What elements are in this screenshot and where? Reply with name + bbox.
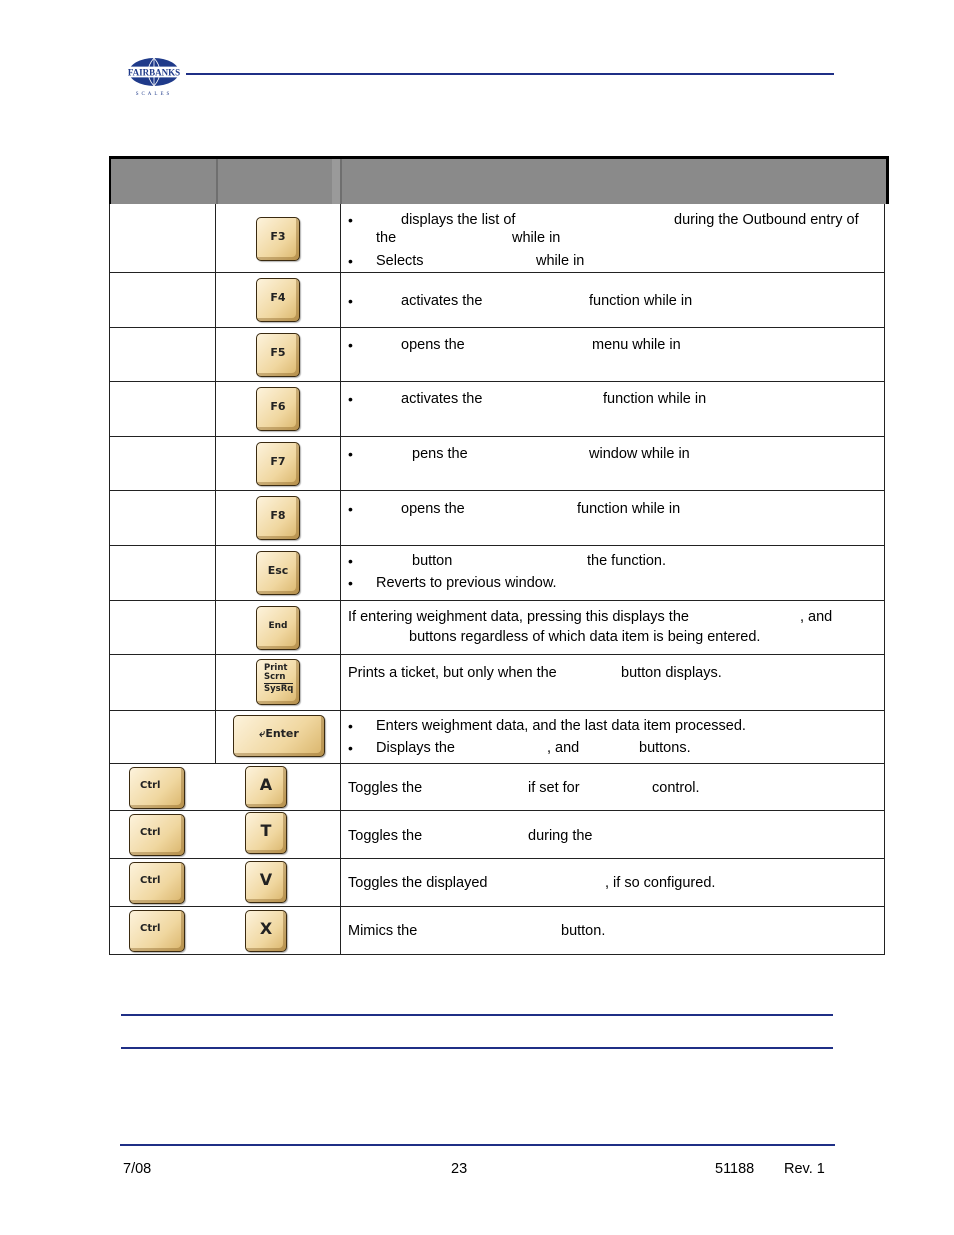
table-row — [109, 811, 885, 859]
desc-text: during the — [528, 828, 593, 844]
desc-text: displays the list of — [401, 212, 516, 228]
desc-text: Toggles the — [348, 780, 423, 796]
bullet: • — [348, 391, 353, 407]
table-row — [109, 491, 885, 546]
v-key-icon: V — [245, 861, 287, 903]
bullet: • — [348, 501, 353, 517]
description-cell — [341, 382, 885, 436]
footer-rule — [120, 1144, 835, 1146]
bullet: • — [348, 740, 353, 756]
table-row — [109, 859, 885, 907]
desc-text: Reverts to previous window. — [376, 575, 557, 591]
description-cell — [341, 859, 885, 906]
bullet: • — [348, 553, 353, 569]
bullet: • — [348, 575, 353, 591]
desc-text: Displays the — [376, 740, 455, 756]
section-rule — [121, 1014, 833, 1016]
f4-key-icon: F4 — [256, 278, 300, 322]
footer-revision: Rev. 1 — [784, 1161, 825, 1177]
fairbanks-logo — [124, 55, 184, 97]
ctrl-key-icon: Ctrl — [129, 767, 185, 809]
a-key-icon: A — [245, 766, 287, 808]
table-header — [109, 156, 889, 204]
key-cell — [216, 437, 341, 490]
key-combo-cell — [109, 859, 341, 906]
key-cell — [216, 382, 341, 436]
desc-text: control. — [652, 780, 700, 796]
name-cell — [109, 711, 216, 763]
section-rule — [121, 1047, 833, 1049]
desc-text: Selects — [376, 253, 424, 269]
desc-text: Toggles the displayed — [348, 875, 488, 891]
desc-text: Enters weighment data, and the last data item processed. — [376, 718, 746, 734]
svg-text:SCALES: SCALES — [135, 92, 173, 97]
description-cell — [341, 711, 885, 763]
description-cell — [341, 204, 885, 272]
description-cell — [341, 764, 885, 810]
description-cell — [341, 437, 885, 490]
table-row — [109, 546, 885, 601]
f8-key-icon: F8 — [256, 496, 300, 540]
ctrl-key-icon: Ctrl — [129, 814, 185, 856]
desc-text: while in — [512, 230, 561, 246]
description-cell — [341, 491, 885, 545]
key-combo-cell — [109, 811, 341, 858]
table-row — [109, 907, 885, 955]
description-cell — [341, 601, 885, 654]
name-cell — [109, 601, 216, 654]
name-cell — [109, 328, 216, 381]
bullet: • — [348, 293, 353, 309]
f6-key-icon: F6 — [256, 387, 300, 431]
key-cell — [216, 655, 341, 710]
f7-key-icon: F7 — [256, 442, 300, 486]
name-cell — [109, 546, 216, 600]
desc-text: the function. — [587, 553, 666, 569]
table-row — [109, 273, 885, 328]
header-rule — [186, 73, 834, 75]
desc-text: opens the — [401, 337, 465, 353]
print-screen-key-icon: Print Scrn SysRq — [256, 659, 300, 705]
desc-text: , and — [800, 609, 833, 625]
key-combo-cell — [109, 764, 341, 810]
desc-text: opens the — [401, 501, 465, 517]
footer-date: 7/08 — [123, 1161, 152, 1177]
header-divider — [216, 159, 218, 204]
desc-text: buttons. — [639, 740, 691, 756]
table-row — [109, 711, 885, 764]
desc-text: , if so configured. — [605, 875, 716, 891]
desc-text: window while in — [589, 446, 690, 462]
f3-key-icon: F3 — [256, 217, 300, 261]
footer-page-number: 23 — [451, 1161, 468, 1177]
key-cell — [216, 328, 341, 381]
name-cell — [109, 382, 216, 436]
bullet: • — [348, 337, 353, 353]
key-cell — [216, 491, 341, 545]
name-cell — [109, 437, 216, 490]
desc-text: Prints a ticket, but only when the — [348, 665, 557, 681]
table-row — [109, 328, 885, 382]
desc-text: Mimics the — [348, 923, 418, 939]
header-divider — [340, 159, 342, 204]
name-cell — [109, 273, 216, 327]
desc-text: Toggles the — [348, 828, 423, 844]
ctrl-key-icon: Ctrl — [129, 910, 185, 952]
key-cell — [216, 546, 341, 600]
table-row — [109, 601, 885, 655]
desc-text: activates the — [401, 293, 483, 309]
bullet: • — [348, 446, 353, 462]
description-cell — [341, 655, 885, 710]
desc-text: buttons regardless of which data item is being entered. — [409, 629, 761, 645]
name-cell — [109, 204, 216, 272]
description-cell — [341, 546, 885, 600]
key-cell — [216, 601, 341, 654]
desc-text: activates the — [401, 391, 483, 407]
bullet: • — [348, 253, 353, 269]
svg-text:FAIRBANKS: FAIRBANKS — [127, 67, 181, 78]
ctrl-key-icon: Ctrl — [129, 862, 185, 904]
desc-text: if set for — [528, 780, 580, 796]
desc-text: function while in — [589, 293, 693, 309]
table-row — [109, 382, 885, 437]
description-cell — [341, 328, 885, 381]
description-cell — [341, 811, 885, 858]
description-cell — [341, 273, 885, 327]
name-cell — [109, 491, 216, 545]
f5-key-icon: F5 — [256, 333, 300, 377]
desc-text: during the Outbound entry of — [674, 212, 859, 228]
table-row — [109, 204, 885, 273]
footer-doc-number: 51188 — [715, 1161, 755, 1177]
desc-text: pens the — [412, 446, 468, 462]
key-cell — [216, 204, 341, 272]
desc-text: while in — [536, 253, 585, 269]
desc-text: function while in — [577, 501, 681, 517]
key-combo-cell — [109, 907, 341, 954]
desc-text: , and — [547, 740, 580, 756]
table-row — [109, 437, 885, 491]
key-cell — [216, 711, 341, 763]
desc-text: button. — [561, 923, 606, 939]
desc-text: function while in — [603, 391, 707, 407]
end-key-icon: End — [256, 606, 300, 650]
bullet: • — [348, 212, 353, 228]
desc-text: If entering weighment data, pressing this displays the — [348, 609, 689, 625]
desc-text: button displays. — [621, 665, 722, 681]
table-row — [109, 764, 885, 811]
enter-key-icon: ⤶Enter — [233, 715, 325, 757]
description-cell — [341, 907, 885, 954]
name-cell — [109, 655, 216, 710]
esc-key-icon: Esc — [256, 551, 300, 595]
key-cell — [216, 273, 341, 327]
desc-text: the — [376, 230, 397, 246]
table-row — [109, 655, 885, 711]
desc-text: button — [412, 553, 453, 569]
bullet: • — [348, 718, 353, 734]
desc-text: menu while in — [592, 337, 681, 353]
x-key-icon: X — [245, 910, 287, 952]
t-key-icon: T — [245, 812, 287, 854]
